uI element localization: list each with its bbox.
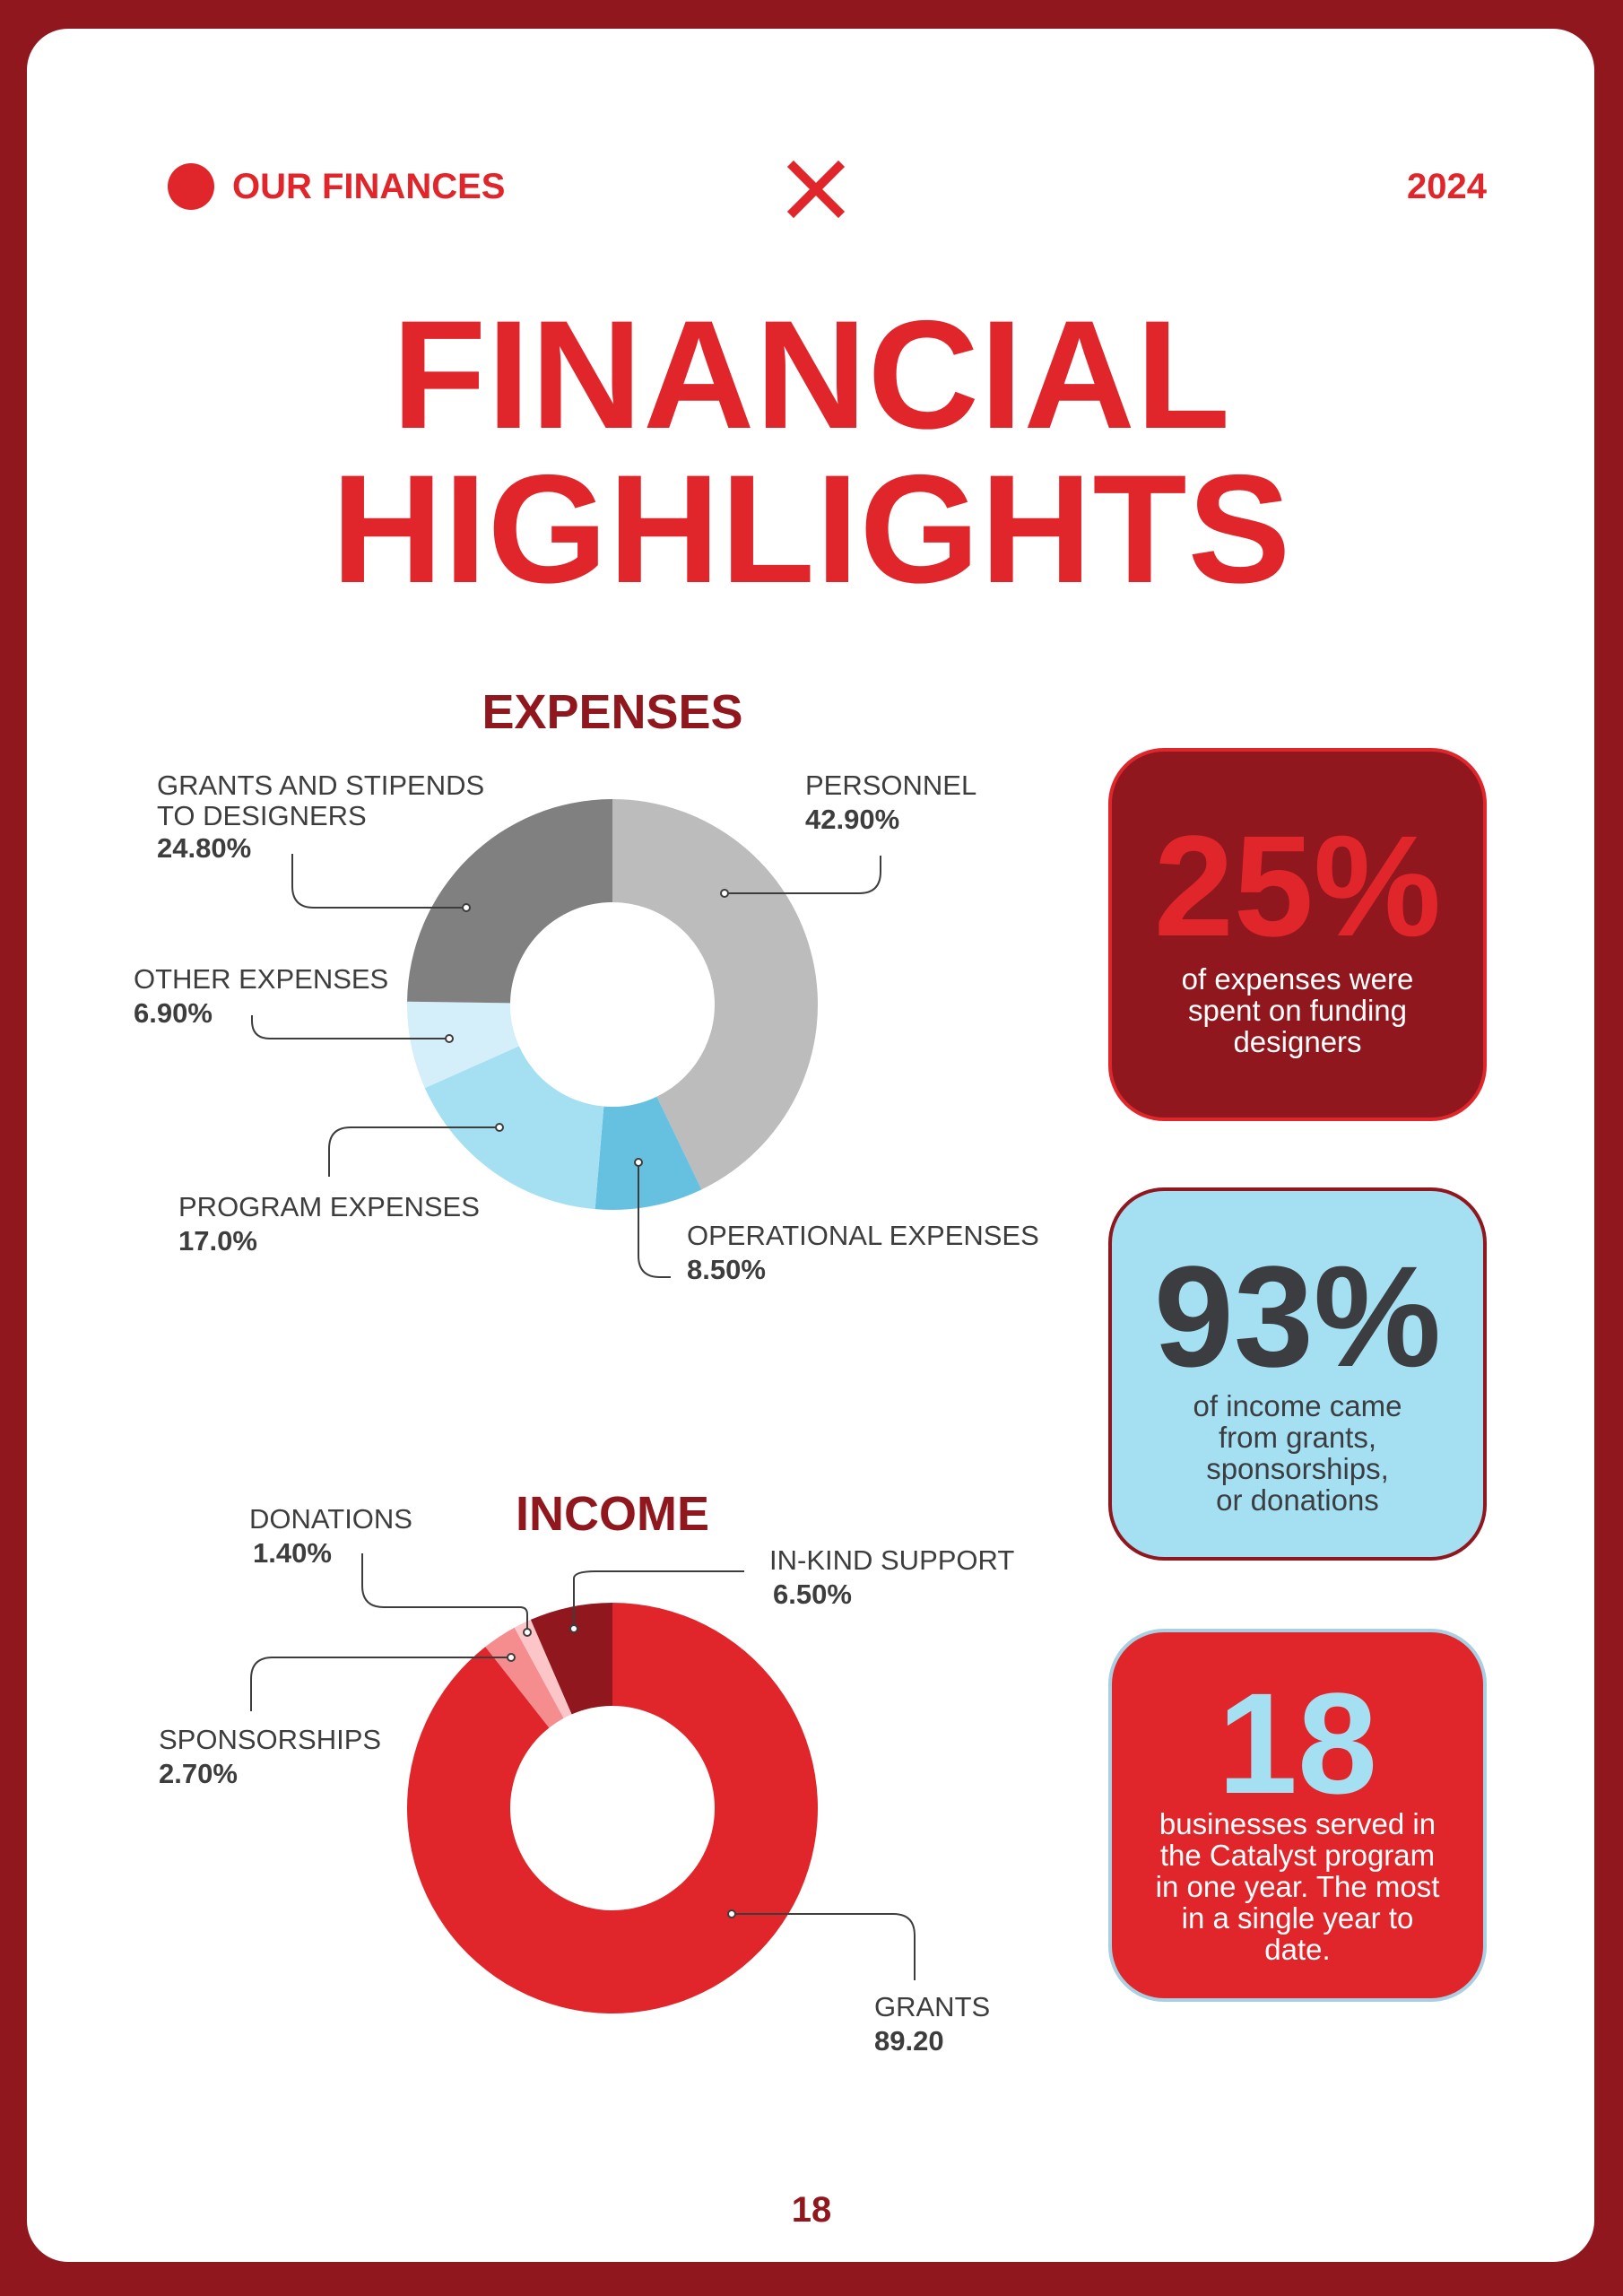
expenses-label-grants-line-1: GRANTS AND STIPENDS [157,770,485,801]
stat-card-businesses-served [1108,1629,1487,2002]
stat-description-line: from grants, [1218,1421,1377,1454]
income-leader-dot-in-kind [570,1625,577,1632]
stat-card-expenses-designers [1108,748,1487,1121]
stat-description-line: sponsorships, [1206,1452,1389,1485]
stat-description [1148,1390,1447,1516]
expenses-value-grants: 24.80% [157,832,252,864]
expenses-value-other: 6.90% [134,997,213,1029]
expenses-chart-title: EXPENSES [482,685,743,739]
expenses-slice-grants-and-stipends-to-designers [407,799,612,1003]
income-leader-dot-donations [524,1629,531,1636]
stat-value: 25% [1153,805,1442,966]
stat-description-line: in a single year to [1181,1901,1414,1935]
income-leader-donations [362,1553,527,1632]
header-section-label: OUR FINANCES [232,167,506,206]
stat-description-line: businesses served in [1159,1807,1436,1840]
income-leader-dot-sponsorships [508,1654,515,1661]
expenses-value-program: 17.0% [178,1225,257,1257]
page-number: 18 [791,2190,832,2230]
expenses-value-personnel: 42.90% [805,804,900,835]
expenses-leader-dot-operational [635,1159,642,1166]
income-label-grants: GRANTS [874,1991,991,2022]
income-value-grants: 89.20 [874,2025,944,2057]
stat-value: 18 [1218,1663,1377,1823]
page [27,29,1594,2262]
income-value-donations: 1.40% [253,1537,332,1569]
expenses-label-personnel: PERSONNEL [805,770,977,801]
expenses-chart [134,685,1039,1285]
stat-description-line: spent on funding [1187,994,1408,1027]
stat-description-line: the Catalyst program [1159,1839,1436,1872]
expenses-label-grants-line-2: TO DESIGNERS [157,800,367,831]
expenses-label-other: OTHER EXPENSES [134,963,389,995]
income-chart-title: INCOME [516,1487,709,1541]
charts-canvas [27,29,1103,2262]
expenses-leader-dot-other [446,1035,453,1042]
stat-description-line: date. [1264,1933,1331,1966]
stat-description [1139,1808,1456,1965]
income-label-donations: DONATIONS [249,1503,412,1535]
expenses-donut [407,799,818,1210]
income-donut [407,1603,818,2013]
stat-description-line: of income came [1193,1389,1402,1422]
expenses-label-program: PROGRAM EXPENSES [178,1191,480,1222]
header-year: 2024 [1407,167,1487,206]
expenses-leader-dot-program [496,1124,503,1131]
stat-description-line: of expenses were [1181,962,1414,996]
page-title-line-2: HIGHLIGHTS [331,443,1292,615]
page-title-line-1: FINANCIAL [392,289,1231,461]
stat-value: 93% [1153,1236,1442,1396]
stat-description-line: designers [1233,1025,1362,1058]
expenses-leader-dot-grants [463,904,470,911]
stat-card-income-sources [1108,1187,1487,1561]
expenses-label-operational: OPERATIONAL EXPENSES [687,1220,1039,1251]
expenses-leader-dot-personnel [721,890,728,897]
stat-description-line: or donations [1216,1483,1379,1517]
stat-description-line: in one year. The most [1155,1870,1440,1903]
income-label-in-kind: IN-KIND SUPPORT [769,1544,1015,1576]
income-label-sponsorships: SPONSORSHIPS [159,1724,382,1755]
stat-description [1148,963,1447,1057]
income-leader-dot-grants [728,1910,735,1918]
expenses-value-operational: 8.50% [687,1254,766,1285]
income-value-sponsorships: 2.70% [159,1758,238,1789]
income-value-in-kind: 6.50% [773,1578,852,1610]
income-chart [159,1487,1014,2057]
